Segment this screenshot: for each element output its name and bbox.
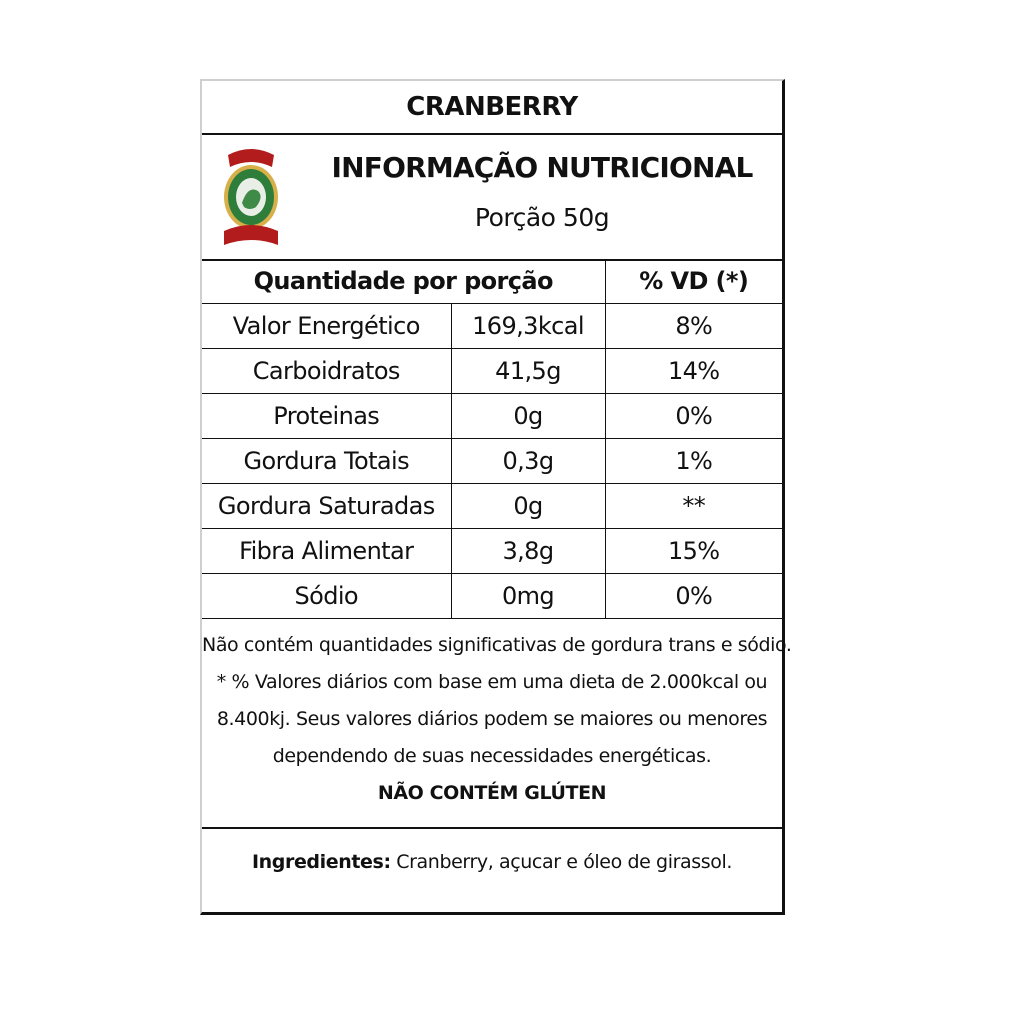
nutrient-vd: 0%	[605, 394, 782, 439]
note-daily-values-3: dependendo de suas necessidades energéticas.	[272, 745, 712, 767]
table-row	[202, 439, 782, 484]
product-name: CRANBERRY	[406, 92, 578, 122]
nutrient-vd: 1%	[605, 439, 782, 484]
info-title: INFORMAÇÃO NUTRICIONAL	[331, 151, 753, 184]
note-trans-fat: Não contém quantidades significativas de gordura trans e sódio.	[202, 634, 792, 656]
nutrient-amount: 0g	[451, 394, 605, 439]
ingredients-label: Ingredientes:	[251, 851, 391, 873]
nutrient-amount: 0,3g	[451, 439, 605, 484]
nutrient-amount: 169,3kcal	[451, 304, 605, 349]
product-title	[202, 81, 782, 135]
nutrient-vd: 8%	[605, 304, 782, 349]
nutrient-vd: 0%	[605, 574, 782, 619]
ingredients-text: Cranberry, açucar e óleo de girassol.	[390, 851, 732, 873]
ingredients	[202, 851, 782, 873]
nutrient-vd: **	[605, 484, 782, 529]
nutrition-table	[202, 259, 782, 619]
table-row	[202, 574, 782, 619]
nutrient-name: Fibra Alimentar	[202, 529, 451, 574]
nutrient-amount: 0g	[451, 484, 605, 529]
table-row	[202, 304, 782, 349]
table-header-row	[202, 259, 782, 304]
table-row	[202, 484, 782, 529]
table-row	[202, 349, 782, 394]
vd-header: % VD (*)	[605, 259, 782, 304]
portion-size: Porção 50g	[474, 203, 610, 232]
table-row	[202, 394, 782, 439]
footnotes	[202, 627, 792, 829]
brand-seal-logo-icon	[220, 145, 282, 249]
nutrition-label	[200, 79, 792, 915]
nutrient-vd: 14%	[605, 349, 782, 394]
nutrient-name: Sódio	[202, 574, 451, 619]
nutrient-name: Gordura Totais	[202, 439, 451, 484]
note-daily-values-2: 8.400kj. Seus valores diários podem se maiores ou menores	[216, 708, 768, 730]
table-row	[202, 529, 782, 574]
nutrient-amount: 0mg	[451, 574, 605, 619]
nutrient-amount: 3,8g	[451, 529, 605, 574]
nutrient-name: Gordura Saturadas	[202, 484, 451, 529]
note-daily-values-1: * % Valores diários com base em uma dieta de 2.000kcal ou	[216, 671, 768, 693]
gluten-free-notice: NÃO CONTÉM GLÚTEN	[377, 782, 607, 804]
quantity-header: Quantidade por porção	[202, 259, 605, 304]
nutrient-name: Valor Energético	[202, 304, 451, 349]
nutrient-name: Carboidratos	[202, 349, 451, 394]
nutrition-header	[202, 133, 782, 261]
nutrient-vd: 15%	[605, 529, 782, 574]
nutrient-name: Proteinas	[202, 394, 451, 439]
nutrient-amount: 41,5g	[451, 349, 605, 394]
